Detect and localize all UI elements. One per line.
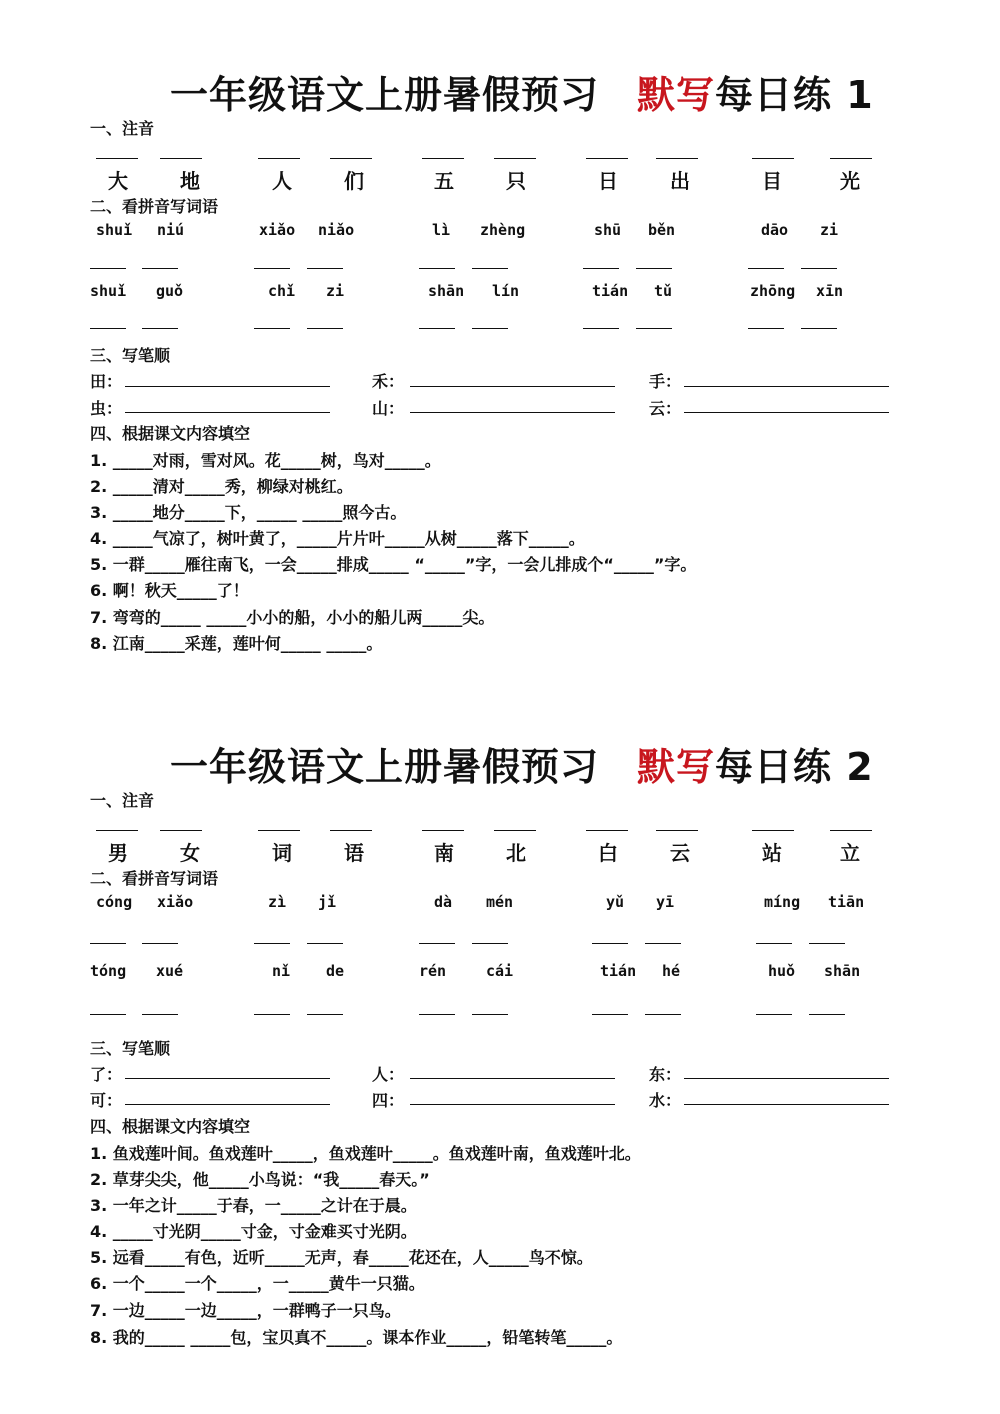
- fill-blank-item: 8. 我的_____ _____包，宝贝真不_____。课本作业_____，铅笔转笔_____。: [90, 1328, 623, 1347]
- answer-line[interactable]: [592, 943, 628, 944]
- answer-line[interactable]: [410, 1078, 615, 1079]
- answer-line[interactable]: [307, 328, 343, 329]
- answer-line[interactable]: [645, 943, 681, 944]
- title-main: 一年级语文上册暑假预习: [170, 73, 600, 117]
- pinyin: běn: [648, 221, 676, 239]
- answer-line[interactable]: [307, 943, 343, 944]
- answer-line[interactable]: [636, 268, 672, 269]
- stroke-label: 人：: [372, 1065, 405, 1084]
- hanzi-char: 只: [506, 169, 526, 193]
- pinyin: lì: [432, 221, 451, 239]
- answer-line[interactable]: [90, 328, 126, 329]
- stroke-label: 了：: [90, 1065, 123, 1084]
- answer-line[interactable]: [756, 943, 792, 944]
- answer-line[interactable]: [748, 268, 784, 269]
- answer-line[interactable]: [809, 943, 845, 944]
- pinyin: xīn: [816, 282, 844, 300]
- hanzi-char: 女: [180, 841, 200, 865]
- answer-line[interactable]: [422, 830, 464, 831]
- section-heading: 三、写笔顺: [90, 346, 171, 365]
- fill-blank-item: 7. 弯弯的_____ _____小小的船，小小的船儿两_____尖。: [90, 608, 495, 627]
- answer-line[interactable]: [801, 268, 837, 269]
- section-heading: 一、注音: [90, 119, 155, 138]
- answer-line[interactable]: [307, 268, 343, 269]
- pinyin: shān: [824, 962, 861, 980]
- answer-line[interactable]: [684, 1078, 889, 1079]
- answer-line[interactable]: [142, 1014, 178, 1015]
- answer-line[interactable]: [258, 158, 300, 159]
- fill-blank-item: 2. 草芽尖尖，他_____小鸟说：“我_____春天。”: [90, 1170, 430, 1189]
- answer-line[interactable]: [142, 268, 178, 269]
- fill-blank-item: 5. 一群_____雁往南飞，一会_____排成_____ “_____”字，一会儿排成个“_____”字。: [90, 555, 697, 574]
- pinyin: zi: [820, 221, 839, 239]
- answer-line[interactable]: [419, 328, 455, 329]
- answer-line[interactable]: [90, 1014, 126, 1015]
- stroke-label: 云：: [649, 399, 682, 418]
- pinyin: huǒ: [768, 962, 796, 980]
- answer-line[interactable]: [586, 158, 628, 159]
- answer-line[interactable]: [684, 1104, 889, 1105]
- answer-line[interactable]: [254, 943, 290, 944]
- pinyin: niǎo: [318, 221, 355, 239]
- answer-line[interactable]: [90, 268, 126, 269]
- answer-line[interactable]: [160, 158, 202, 159]
- title-main: 一年级语文上册暑假预习: [170, 745, 600, 789]
- worksheet-title: [170, 64, 874, 119]
- fill-blank-item: 1. 鱼戏莲叶间。鱼戏莲叶_____，鱼戏莲叶_____。鱼戏莲叶南，鱼戏莲叶北。: [90, 1144, 641, 1163]
- answer-line[interactable]: [419, 1014, 455, 1015]
- title-tail: 每日练 1: [715, 73, 874, 117]
- answer-line[interactable]: [494, 830, 536, 831]
- pinyin: nǐ: [272, 962, 291, 980]
- pinyin: jǐ: [318, 893, 337, 911]
- fill-blank-item: 8. 江南_____采莲，莲叶何_____ _____。: [90, 634, 383, 653]
- answer-line[interactable]: [410, 386, 615, 387]
- answer-line[interactable]: [472, 268, 508, 269]
- fill-blank-item: 1. _____对雨，雪对风。花_____树，鸟对_____。: [90, 451, 441, 470]
- fill-blank-item: 4. _____寸光阴_____寸金，寸金难买寸光阴。: [90, 1222, 417, 1241]
- answer-line[interactable]: [656, 830, 698, 831]
- pinyin: niú: [157, 221, 185, 239]
- pinyin: dāo: [761, 221, 789, 239]
- answer-line[interactable]: [410, 1104, 615, 1105]
- hanzi-char: 云: [670, 841, 690, 865]
- fill-blank-item: 7. 一边_____一边_____，一群鸭子一只鸟。: [90, 1301, 401, 1320]
- hanzi-char: 人: [272, 169, 292, 193]
- answer-line[interactable]: [419, 943, 455, 944]
- pinyin: tiān: [828, 893, 865, 911]
- stroke-label: 山：: [372, 399, 405, 418]
- section-heading: 二、看拼音写词语: [90, 197, 219, 216]
- pinyin: dà: [434, 893, 453, 911]
- answer-line[interactable]: [752, 830, 794, 831]
- hanzi-char: 大: [108, 169, 128, 193]
- section-heading: 三、写笔顺: [90, 1039, 171, 1058]
- answer-line[interactable]: [809, 1014, 845, 1015]
- answer-line[interactable]: [583, 328, 619, 329]
- answer-line[interactable]: [684, 412, 889, 413]
- pinyin: lín: [492, 282, 520, 300]
- answer-line[interactable]: [422, 158, 464, 159]
- answer-line[interactable]: [801, 328, 837, 329]
- hanzi-char: 词: [272, 841, 292, 865]
- hanzi-char: 站: [762, 841, 782, 865]
- fill-blank-item: 6. 一个_____一个_____，一_____黄牛一只猫。: [90, 1274, 425, 1293]
- section-heading: 四、根据课文内容填空: [90, 1117, 251, 1136]
- pinyin: zi: [326, 282, 345, 300]
- pinyin: de: [326, 962, 345, 980]
- answer-line[interactable]: [472, 328, 508, 329]
- hanzi-char: 五: [434, 169, 454, 193]
- answer-line[interactable]: [125, 386, 330, 387]
- answer-line[interactable]: [307, 1014, 343, 1015]
- pinyin: cóng: [96, 893, 133, 911]
- answer-line[interactable]: [684, 386, 889, 387]
- answer-line[interactable]: [330, 830, 372, 831]
- fill-blank-item: 5. 远看_____有色，近听_____无声，春_____花还在，人_____鸟不惊。: [90, 1248, 593, 1267]
- answer-line[interactable]: [254, 268, 290, 269]
- stroke-label: 禾：: [372, 372, 405, 391]
- fill-blank-item: 4. _____气凉了，树叶黄了，_____片片叶_____从树_____落下_____。: [90, 529, 585, 548]
- title-highlight: 默写: [637, 745, 716, 789]
- pinyin: zhōng: [750, 282, 796, 300]
- answer-line[interactable]: [645, 1014, 681, 1015]
- stroke-label: 东：: [649, 1065, 682, 1084]
- answer-line[interactable]: [96, 158, 138, 159]
- pinyin: tián: [592, 282, 629, 300]
- stroke-label: 可：: [90, 1091, 123, 1110]
- stroke-label: 虫：: [90, 399, 123, 418]
- answer-line[interactable]: [142, 943, 178, 944]
- hanzi-char: 立: [840, 841, 860, 865]
- answer-line[interactable]: [330, 158, 372, 159]
- answer-line[interactable]: [125, 1104, 330, 1105]
- answer-line[interactable]: [748, 328, 784, 329]
- answer-line[interactable]: [419, 268, 455, 269]
- pinyin: shū: [594, 221, 622, 239]
- hanzi-char: 目: [762, 169, 782, 193]
- answer-line[interactable]: [90, 943, 126, 944]
- hanzi-char: 日: [598, 169, 618, 193]
- answer-line[interactable]: [410, 412, 615, 413]
- pinyin: tǔ: [654, 282, 673, 300]
- answer-line[interactable]: [472, 943, 508, 944]
- pinyin: zì: [268, 893, 287, 911]
- answer-line[interactable]: [592, 1014, 628, 1015]
- pinyin: tóng: [90, 962, 127, 980]
- answer-line[interactable]: [472, 1014, 508, 1015]
- pinyin: rén: [419, 962, 447, 980]
- answer-line[interactable]: [494, 158, 536, 159]
- pinyin: yī: [656, 893, 675, 911]
- stroke-label: 水：: [649, 1091, 682, 1110]
- answer-line[interactable]: [142, 328, 178, 329]
- pinyin: shuǐ: [90, 282, 127, 300]
- hanzi-char: 地: [180, 169, 200, 193]
- pinyin: xiǎo: [157, 893, 194, 911]
- pinyin: shuǐ: [96, 221, 133, 239]
- answer-line[interactable]: [586, 830, 628, 831]
- pinyin: xiǎo: [259, 221, 296, 239]
- section-heading: 二、看拼音写词语: [90, 869, 219, 888]
- answer-line[interactable]: [636, 328, 672, 329]
- section-heading: 四、根据课文内容填空: [90, 424, 251, 443]
- stroke-label: 田：: [90, 372, 123, 391]
- answer-line[interactable]: [125, 412, 330, 413]
- answer-line[interactable]: [254, 1014, 290, 1015]
- answer-line[interactable]: [830, 158, 872, 159]
- answer-line[interactable]: [756, 1014, 792, 1015]
- pinyin: chǐ: [268, 282, 296, 300]
- hanzi-char: 北: [506, 841, 526, 865]
- answer-line[interactable]: [752, 158, 794, 159]
- pinyin: tián: [600, 962, 637, 980]
- title-tail: 每日练 2: [715, 745, 874, 789]
- answer-line[interactable]: [656, 158, 698, 159]
- fill-blank-item: 2. _____清对_____秀，柳绿对桃红。: [90, 477, 353, 496]
- answer-line[interactable]: [125, 1078, 330, 1079]
- hanzi-char: 光: [840, 169, 860, 193]
- worksheet-title: [170, 736, 874, 791]
- pinyin: shān: [428, 282, 465, 300]
- hanzi-char: 男: [108, 841, 128, 865]
- pinyin: mén: [486, 893, 514, 911]
- pinyin: zhèng: [480, 221, 526, 239]
- hanzi-char: 出: [670, 169, 690, 193]
- title-highlight: 默写: [637, 73, 716, 117]
- fill-blank-item: 3. _____地分_____下，_____ _____照今古。: [90, 503, 407, 522]
- stroke-label: 手：: [649, 372, 682, 391]
- pinyin: míng: [764, 893, 801, 911]
- answer-line[interactable]: [583, 268, 619, 269]
- hanzi-char: 南: [434, 841, 454, 865]
- pinyin: cái: [486, 962, 514, 980]
- answer-line[interactable]: [96, 830, 138, 831]
- pinyin: hé: [662, 962, 681, 980]
- hanzi-char: 们: [344, 169, 364, 193]
- section-heading: 一、注音: [90, 791, 155, 810]
- fill-blank-item: 3. 一年之计_____于春，一_____之计在于晨。: [90, 1196, 417, 1215]
- answer-line[interactable]: [830, 830, 872, 831]
- pinyin: guǒ: [156, 282, 184, 300]
- answer-line[interactable]: [160, 830, 202, 831]
- answer-line[interactable]: [254, 328, 290, 329]
- answer-line[interactable]: [258, 830, 300, 831]
- hanzi-char: 白: [598, 841, 618, 865]
- pinyin: yǔ: [606, 893, 625, 911]
- hanzi-char: 语: [344, 841, 364, 865]
- fill-blank-item: 6. 啊！秋天_____了！: [90, 581, 249, 600]
- pinyin: xué: [156, 962, 184, 980]
- stroke-label: 四：: [372, 1091, 405, 1110]
